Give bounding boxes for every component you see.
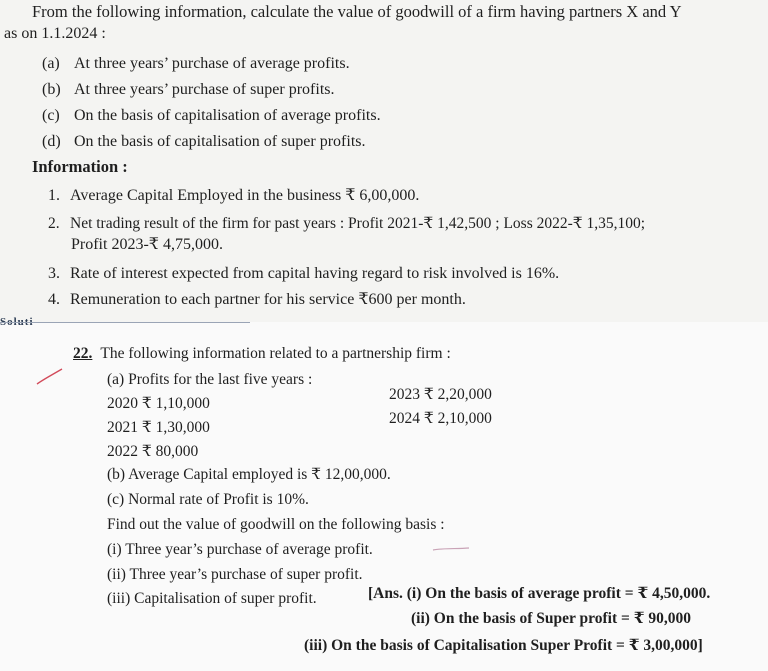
info-number: 2. — [48, 215, 60, 232]
find-goodwill-line: Find out the value of goodwill on the following basis : — [107, 516, 445, 533]
profit-2023: 2023 ₹ 2,20,000 — [389, 386, 492, 403]
info-item-2 — [48, 214, 645, 234]
answer-iii: (iii) On the basis of Capitalisation Super Profit = ₹ 3,00,000] — [304, 637, 703, 654]
info-number: 1. — [48, 187, 60, 204]
question-22-heading — [73, 344, 451, 364]
info-item-4 — [48, 290, 466, 310]
option-text: On the basis of capitalisation of average profits. — [74, 107, 381, 124]
info-item-2-continued: Profit 2023-₹ 4,75,000. — [71, 236, 223, 253]
option-text: At three years’ purchase of average profits. — [74, 55, 350, 72]
normal-rate-line: (c) Normal rate of Profit is 10%. — [107, 491, 309, 508]
info-number: 3. — [48, 265, 60, 282]
option-label: (b) — [42, 81, 61, 98]
option-d — [42, 132, 366, 152]
info-text: Rate of interest expected from capital having regard to risk involved is 16%. — [70, 265, 560, 282]
profit-2024: 2024 ₹ 2,10,000 — [389, 410, 492, 427]
option-label: (d) — [42, 133, 61, 150]
red-check-mark-icon — [36, 367, 64, 385]
information-heading: Information : — [32, 157, 128, 176]
option-label: (a) — [42, 55, 60, 72]
info-text: Average Capital Employed in the business ₹ 6,00,000. — [70, 187, 420, 204]
info-item-3 — [48, 264, 559, 284]
info-number: 4. — [48, 291, 60, 308]
profit-2022: 2022 ₹ 80,000 — [107, 443, 199, 460]
pen-stroke-mark — [432, 546, 470, 552]
intro-line-1: From the following information, calculate the value of goodwill of a firm having partners X and Y — [32, 2, 682, 21]
option-a — [42, 54, 350, 74]
basis-i: (i) Three year’s purchase of average profit. — [107, 541, 373, 558]
option-text: At three years’ purchase of super profits. — [74, 81, 335, 98]
option-c — [42, 106, 381, 126]
profits-label: (a) Profits for the last five years : — [107, 371, 313, 388]
info-text: Remuneration to each partner for his service ₹600 per month. — [70, 291, 466, 308]
question-text: The following information related to a partnership firm : — [100, 345, 451, 362]
info-item-1 — [48, 186, 419, 206]
option-b — [42, 80, 335, 100]
question-number: 22. — [73, 345, 93, 362]
intro-line-2: as on 1.1.2024 : — [4, 25, 106, 42]
basis-iii: (iii) Capitalisation of super profit. — [107, 590, 317, 607]
basis-ii: (ii) Three year’s purchase of super profit. — [107, 566, 363, 583]
option-text: On the basis of capitalisation of super profits. — [74, 133, 366, 150]
average-capital-line: (b) Average Capital employed is ₹ 12,00,000. — [107, 466, 391, 483]
option-label: (c) — [42, 107, 60, 124]
profit-2021: 2021 ₹ 1,30,000 — [107, 419, 210, 436]
section-divider — [0, 322, 250, 323]
answer-ii: (ii) On the basis of Super profit = ₹ 90,000 — [411, 610, 691, 627]
solution-heading-fragment: Soluti — [0, 316, 34, 328]
profit-2020: 2020 ₹ 1,10,000 — [107, 395, 210, 412]
answer-i: [Ans. (i) On the basis of average profit = ₹ 4,50,000. — [368, 585, 711, 602]
info-text: Net trading result of the firm for past years : Profit 2021-₹ 1,42,500 ; Loss 2022-₹ 1,35,100; — [70, 215, 646, 232]
